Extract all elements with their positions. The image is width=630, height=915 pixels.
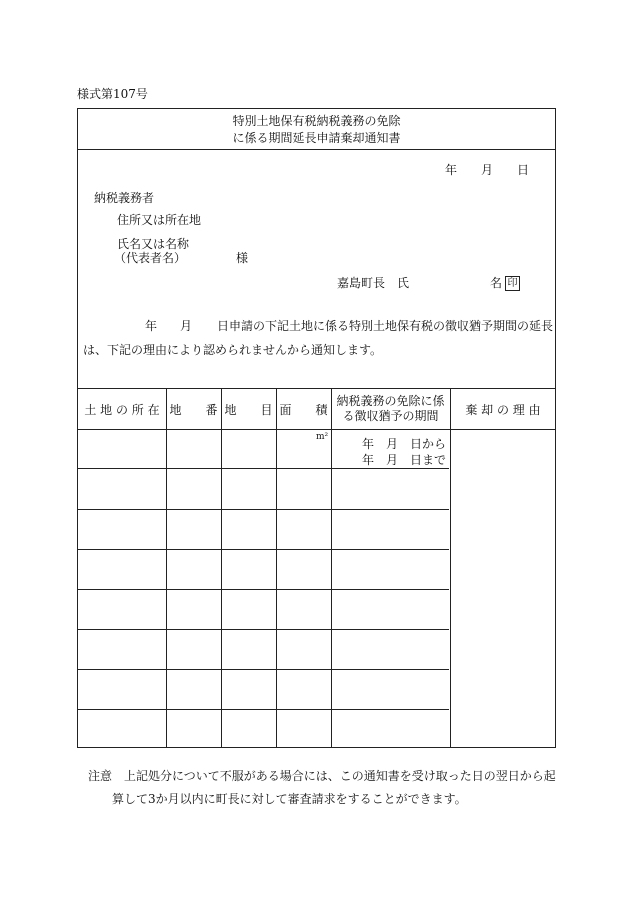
header-area: 面 積	[279, 402, 328, 417]
header-period-line-2: る徴収猶予の期間	[342, 409, 439, 423]
col-divider-4	[331, 388, 332, 748]
body-line-2: は、下記の理由により認められませんから通知します。	[83, 343, 383, 357]
col-divider-3	[276, 388, 277, 748]
issuer-title: 嘉島町長 氏	[337, 276, 410, 290]
row-divider-7	[78, 709, 449, 710]
title-divider	[78, 149, 555, 150]
row-divider-3	[78, 549, 449, 550]
document-title	[78, 113, 555, 147]
header-period	[331, 389, 450, 429]
col-divider-5	[450, 388, 451, 748]
row-divider-5	[78, 629, 449, 630]
title-line-2: に係る期間延長申請棄却通知書	[232, 131, 401, 145]
row-divider-4	[78, 589, 449, 590]
row-divider-2	[78, 509, 449, 510]
issuer-name-text: 名	[490, 276, 503, 290]
address-label: 住所又は所在地	[117, 213, 202, 227]
note	[88, 765, 556, 811]
date-day: 日	[517, 163, 530, 177]
seal-mark: 印	[505, 276, 520, 291]
header-bottom-border	[78, 429, 555, 430]
header-land-category: 地 目	[224, 402, 273, 417]
col-divider-1	[166, 388, 167, 748]
row-divider-1	[78, 468, 449, 469]
taxpayer-heading: 納税義務者	[94, 191, 155, 205]
form-number: 様式第107号	[77, 87, 148, 101]
body-month: 月	[180, 319, 193, 333]
issuer-name-label	[490, 274, 520, 291]
header-period-line-1: 納税義務の免除に係	[336, 394, 445, 408]
honorific: 様	[236, 251, 249, 265]
note-line-2: 算して3か月以内に町長に対して審査請求をすることができます。	[112, 792, 467, 806]
representative-label: （代表者名）	[114, 251, 187, 265]
form-frame	[77, 108, 556, 748]
period-from: 年 月 日から	[362, 437, 447, 451]
note-label: 注意	[88, 769, 113, 783]
note-text-1: 上記処分について不服がある場合には、この通知書を受け取った日の翌日から起	[124, 769, 556, 783]
title-line-1: 特別土地保有税納税義務の免除	[232, 114, 401, 128]
header-reason: 棄 却 の 理 由	[465, 402, 541, 417]
header-location: 土 地 の 所 在	[84, 402, 160, 417]
name-label: 氏名又は名称	[117, 237, 190, 251]
row-divider-6	[78, 669, 449, 670]
body-year: 年	[145, 319, 158, 333]
date-year: 年	[445, 163, 458, 177]
date-month: 月	[481, 163, 494, 177]
header-lot-number: 地 番	[169, 402, 218, 417]
area-unit: m²	[316, 432, 329, 442]
period-to: 年 月 日まで	[362, 453, 447, 467]
note-line-1	[88, 765, 556, 788]
body-line-1: 日申請の下記土地に係る特別土地保有税の徴収猶予期間の延長	[217, 319, 554, 333]
col-divider-2	[221, 388, 222, 748]
